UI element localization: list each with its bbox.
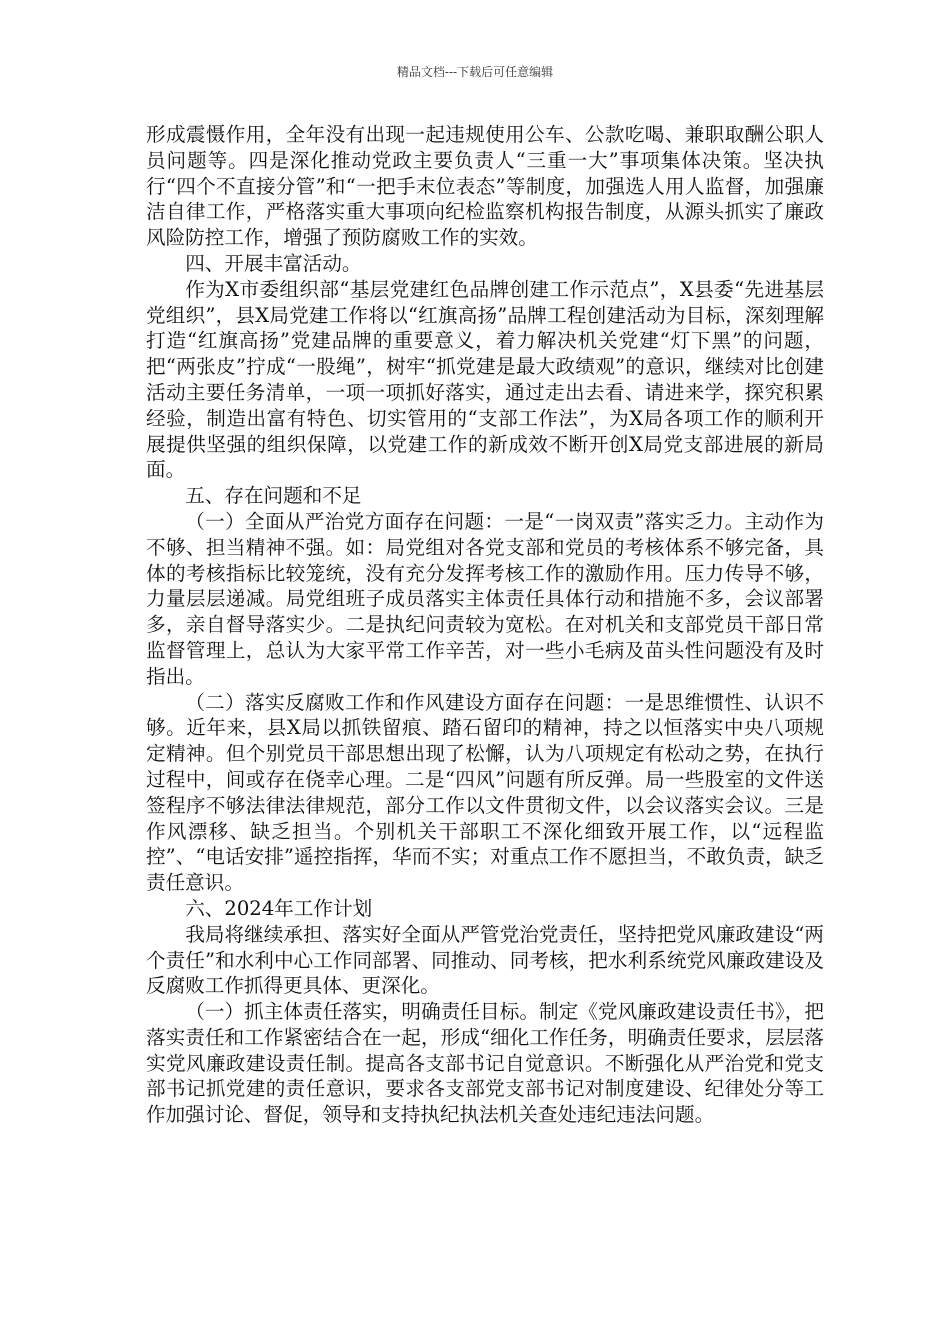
paragraph-3: 作为X市委组织部“基层党建红色品牌创建工作示范点”，X县委“先进基层党组织”，县X局党建工作将以“红旗高扬”品牌工程创建活动为目标，深刻理解打造“红旗高扬”党建品牌的重要意义，着力解决机关党建“灯下黑”的问题，把“两张皮”拧成“一股绳”，树牢“抓党建是最大政绩观”的意识，继续对比创建活动主要任务清单，一项一项抓好落实，通过走出去看、请进来学，探究积累经验，制造出富有特色、切实管用的“支部工作法”，为X局各项工作的顺利开展提供坚强的组织保障，以党建工作的新成效不断开创X局党支部进展的新局面。 (146, 277, 824, 482)
section-heading-5: 五、存在问题和不足 (185, 484, 362, 508)
paragraph-9: （一）抓主体责任落实，明确责任目标。制定《党风廉政建设责任书》，把落实责任和工作紧密结合在一起，形成“细化工作任务，明确责任要求，层层落实党风廉政建设责任制。提高各支部书记自觉意识。不断强化从严治党和党支部书记抓党建的责任意识，要求各支部党支部书记对制度建设、纪律处分等工作加强讨论、督促，领导和支持执纪执法机关查处违纪违法问题。 (146, 1000, 824, 1127)
section-heading-6: 六、2024年工作计划 (185, 896, 373, 920)
section-heading-4: 四、开展丰富活动。 (185, 251, 362, 275)
paragraph-5: （一）全面从严治党方面存在问题：一是“一岗双责”落实乏力。主动作为不够、担当精神不强。如：局党组对各党支部和党员的考核体系不够完备，具体的考核指标比较笼统，没有充分发挥考核工作的激励作用。压力传导不够，力量层层递减。局党组班子成员落实主体责任具体行动和措施不多，会议部署多，亲自督导落实少。二是执纪问责较为宽松。在对机关和支部党员干部日常监督管理上，总认为大家平常工作辛苦，对一些小毛病及苗头性问题没有及时指出。 (146, 509, 824, 688)
paragraph-1: 形成震慑作用，全年没有出现一起违规使用公车、公款吃喝、兼职取酬公职人员问题等。四是深化推动党政主要负责人“三重一大”事项集体决策。坚决执行“四个不直接分管”和“一把手末位表态”等制度，加强选人用人监督，加强廉洁自律工作，严格落实重大事项向纪检监察机构报告制度，从源头抓实了廉政风险防控工作，增强了预防腐败工作的实效。 (146, 123, 824, 250)
document-body (146, 122, 824, 1128)
page-header: 精品文档---下载后可任意编辑 (396, 65, 554, 79)
paragraph-8: 我局将继续承担、落实好全面从严管党治党责任，坚持把党风廉政建设“两个责任”和水利中心工作同部署、同推动、同考核，把水利系统党风廉政建设及反腐败工作抓得更具体、更深化。 (146, 922, 824, 998)
paragraph-6: （二）落实反腐败工作和作风建设方面存在问题：一是思维惯性、认识不够。近年来，县X局以抓铁留痕、踏石留印的精神，持之以恒落实中央八项规定精神。但个别党员干部思想出现了松懈，认为八项规定有松动之势，在执行过程中，间或存在侥幸心理。二是“四风”问题有所反弹。局一些股室的文件送签程序不够法律法律规范，部分工作以文件贯彻文件，以会议落实会议。三是作风漂移、缺乏担当。个别机关干部职工不深化细致开展工作，以“远程监控”、“电话安排”遥控指挥，华而不实；对重点工作不愿担当，不敢负责，缺乏责任意识。 (146, 690, 824, 895)
